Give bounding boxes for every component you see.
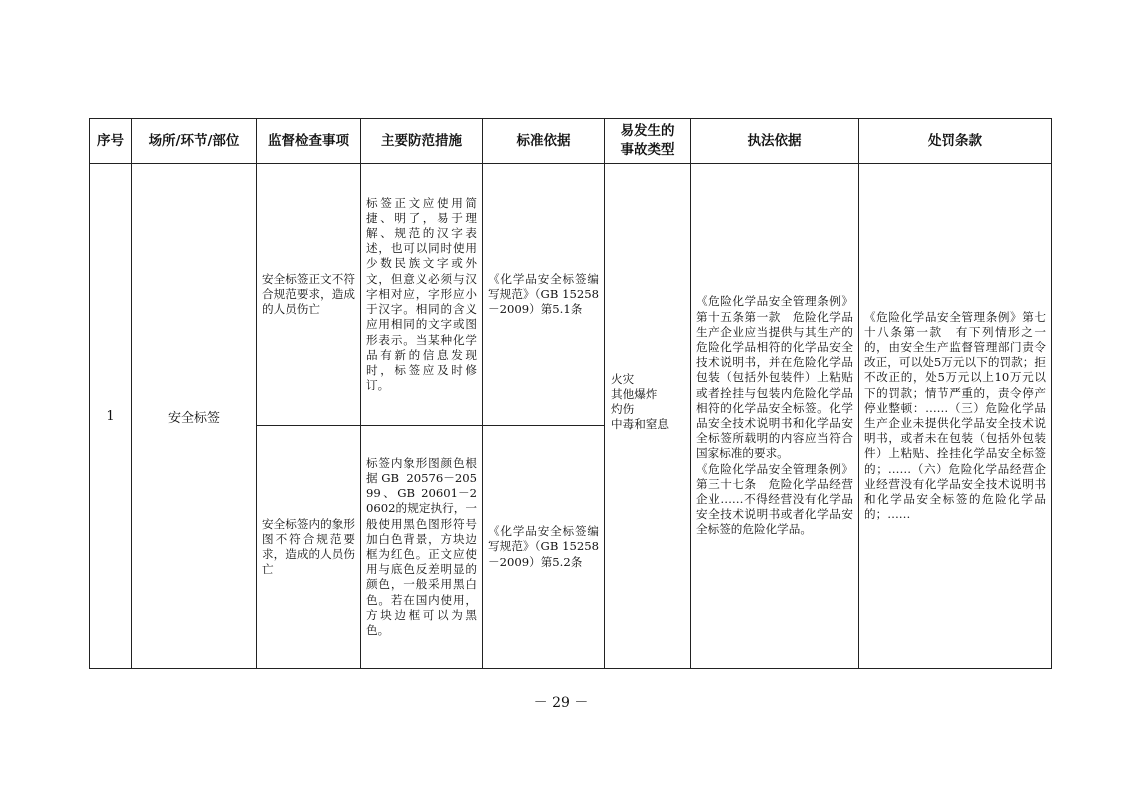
subrow-2-standard-cell bbox=[483, 426, 605, 669]
row-penalty-cell bbox=[859, 164, 1052, 669]
subrow-2-standard: 《化学品安全标签编写规范》（GB 15258－2009）第5.2条 bbox=[488, 524, 599, 569]
row-law-basis-cell bbox=[691, 164, 859, 669]
row-accident-types-cell bbox=[605, 164, 691, 669]
header-measures: 主要防范措施 bbox=[361, 119, 483, 164]
subrow-1-measures-cell bbox=[361, 164, 483, 426]
subrow-2-measures-cell bbox=[361, 426, 483, 669]
table-row bbox=[90, 164, 1052, 426]
header-location: 场所/环节/部位 bbox=[132, 119, 257, 164]
row-law-basis: 《危险化学品安全管理条例》第十五条第一款 危险化学品生产企业应当提供与其生产的危险化学品相符的化学品安全技术说明书，并在危险化学品包装（包括外包装件）上粘贴或者拴挂与包装内危险化学品相符的化学品安全标签。化学品安全技术说明书和化学品安全标签所载明的内容应当符合国家标准的要求。 《危险化学品安全管理条例》第三十七条 危险化学品经营企业……不得经营没有化学品安全技术说明书或者化学品安全标签的危险化学品。 bbox=[696, 294, 853, 537]
header-seq: 序号 bbox=[90, 119, 132, 164]
subrow-1-item-cell bbox=[257, 164, 361, 426]
header-item: 监督检查事项 bbox=[257, 119, 361, 164]
regulation-table bbox=[89, 118, 1052, 669]
header-accident-type: 易发生的事故类型 bbox=[605, 119, 691, 164]
row-accident-types: 火灾 其他爆炸 灼伤 中毒和窒息 bbox=[611, 371, 669, 432]
subrow-2-item: 安全标签内的象形图不符合规范要求，造成的人员伤亡 bbox=[262, 516, 355, 577]
page-number: － 29 － bbox=[533, 695, 589, 711]
header-standard: 标准依据 bbox=[483, 119, 605, 164]
header-penalty: 处罚条款 bbox=[859, 119, 1052, 164]
subrow-1-item: 安全标签正文不符合规范要求，造成的人员伤亡 bbox=[262, 271, 355, 317]
row-seq: 1 bbox=[90, 164, 132, 669]
row-location: 安全标签 bbox=[132, 164, 257, 669]
subrow-1-measures: 标签正文应使用简捷、明了，易于理解、规范的汉字表述，也可以同时使用少数民族文字或外文，但意义必须与汉字相对应，字形应小于汉字。相同的含义应用相同的文字或图形表示。当某种化学品有新的信息发现时，标签应及时修订。 bbox=[366, 195, 477, 393]
subrow-1-standard-cell bbox=[483, 164, 605, 426]
table-header-row bbox=[90, 119, 1052, 164]
subrow-2-measures: 标签内象形图颜色根据GB 20576－20599、GB 20601－20602的规定执行，一般使用黑色图形符号加白色背景，方块边框为红色。正文应使用与底色反差明显的颜色，一般采用黑白色。若在国内使用，方块边框可以为黑色。 bbox=[366, 455, 477, 638]
row-penalty: 《危险化学品安全管理条例》第七十八条第一款 有下列情形之一的，由安全生产监督管理部门责令改正，可以处5万元以下的罚款；拒不改正的，处5万元以上10万元以下的罚款；情节严重的，责令停产停业整顿：……（三）危险化学品生产企业未提供化学品安全技术说明书，或者未在包装（包括外包装件）上粘贴、拴挂化学品安全标签的；……（六）危险化学品经营企业经营没有化学品安全技术说明书和化学品安全标签的危险化学品的；…… bbox=[864, 309, 1046, 522]
subrow-2-item-cell bbox=[257, 426, 361, 669]
header-law-basis: 执法依据 bbox=[691, 119, 859, 164]
subrow-1-standard: 《化学品安全标签编写规范》（GB 15258－2009）第5.1条 bbox=[488, 271, 599, 317]
